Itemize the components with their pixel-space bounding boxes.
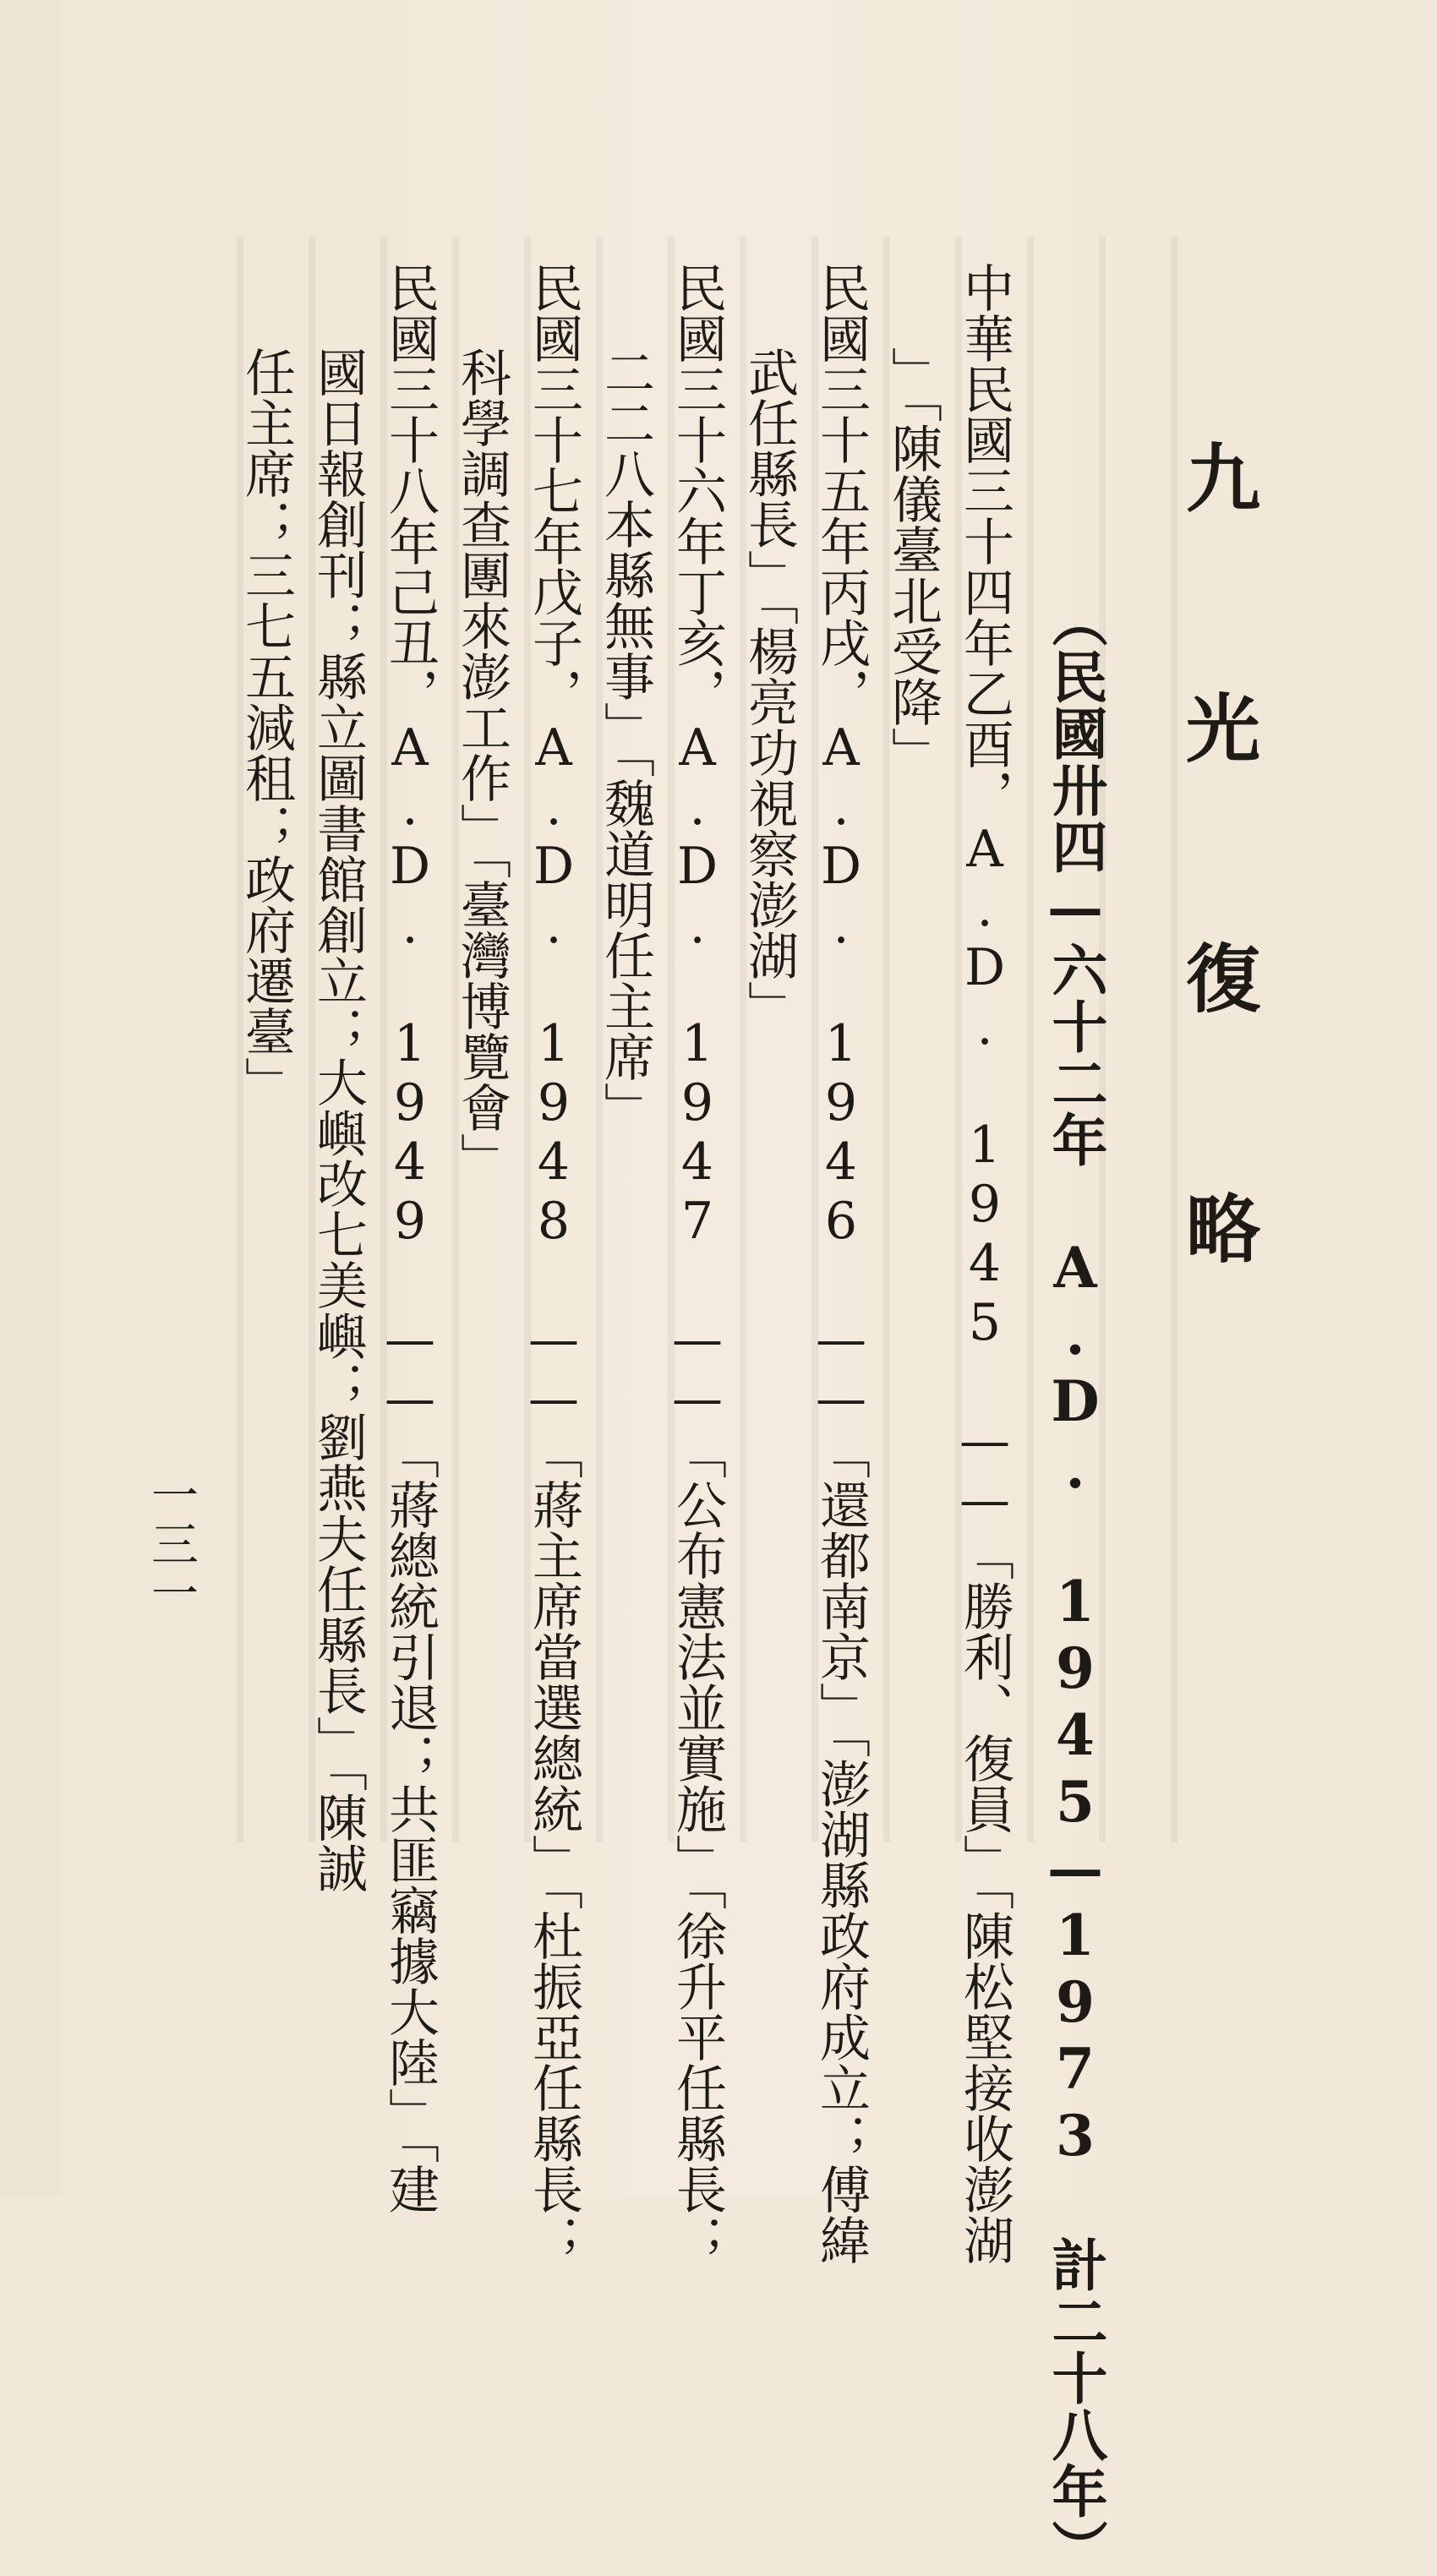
text-column-1: 中華民國三十四年乙酉，A.D. 1945 ——「勝利、復員」「陳松堅接收澎湖 xyxy=(955,262,1014,2265)
text-column-4: 武任縣長」「楊亮功視察澎湖」 xyxy=(740,347,799,1031)
text-column-5: 民國三十六年丁亥，A.D. 1947 ——「公布憲法並實施」「徐升平任縣長； xyxy=(668,262,727,2265)
text-column-9: 民國三十八年己丑，A.D. 1949 ——「蔣總統引退；共匪竊據大陸」「建 xyxy=(380,262,440,2214)
text-column-7: 民國三十七年戊子，A.D. 1948 ——「蔣主席當選總統」「杜振亞任縣長； xyxy=(524,262,583,2265)
text-column-2: 」「陳儀臺北受降」 xyxy=(883,347,943,778)
section-subtitle: （民國卅四—六十二年 A.D. 1945—1973 計二十八年） xyxy=(1042,592,1108,2576)
text-column-10: 國日報創刊；縣立圖書館創立；大嶼改七美嶼；劉燕夫任縣長」「陳誠 xyxy=(309,347,368,1893)
text-column-6: 二二八本縣無事」「魏道明任主席」 xyxy=(596,347,655,1132)
text-column-3: 民國三十五年丙戌，A.D. 1946 ——「還都南京」「澎湖縣政府成立；傅緯 xyxy=(811,262,871,2265)
text-column-8: 科學調查團來澎工作」「臺灣博覽會」 xyxy=(452,347,511,1183)
section-title: 九 光 復 略 xyxy=(1174,439,1262,1308)
page-number: 一三一 xyxy=(144,1471,199,1618)
text-column-11: 任主席；三七五減租；政府遷臺」 xyxy=(237,347,296,1107)
